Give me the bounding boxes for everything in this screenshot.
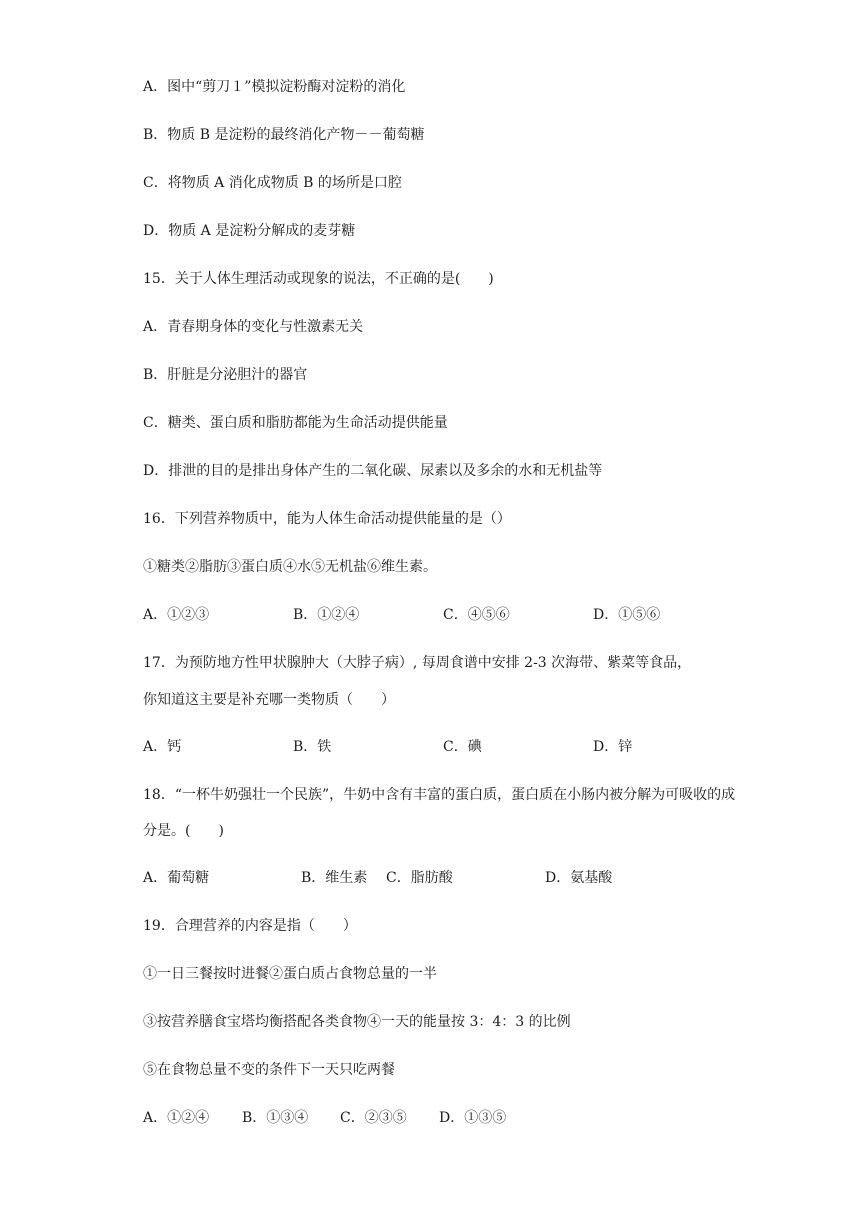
q17-stem-line2: 你知道这主要是补充哪一类物质（ ）: [143, 692, 395, 708]
q14-option-c: C．将物质 A 消化成物质 B 的场所是口腔: [143, 175, 402, 191]
q18-option-b: B．维生素: [301, 870, 368, 886]
q18-option-a: A．葡萄糖: [143, 870, 210, 886]
q19-option-a: A．①②④: [143, 1110, 210, 1126]
q15-option-a: A．青春期身体的变化与性激素无关: [143, 319, 364, 335]
q19-options: [143, 1108, 743, 1128]
q16-option-b: B．①②④: [293, 607, 360, 623]
q15-option-b: B．肝脏是分泌胆汁的器官: [143, 367, 308, 383]
q14-option-d: D．物质 A 是淀粉分解成的麦芽糖: [143, 223, 356, 239]
q16-items: ①糖类②脂肪③蛋白质④水⑤无机盐⑥维生素。: [143, 559, 437, 575]
q14-option-a: A．图中“剪刀１”模拟淀粉酶对淀粉的消化: [143, 79, 406, 95]
q16-stem: 16．下列营养物质中，能为人体生命活动提供能量的是（）: [143, 511, 511, 527]
q18-options: [143, 868, 743, 888]
q19-option-b: B．①③④: [242, 1110, 309, 1126]
q19-item-line1: ①一日三餐按时进餐②蛋白质占食物总量的一半: [143, 966, 437, 982]
q16-option-d: D．①⑤⑥: [593, 607, 661, 623]
q18-stem-line2: 分是。( ): [143, 823, 224, 839]
q18-option-d: D．氨基酸: [545, 870, 613, 886]
q16-option-a: A．①②③: [143, 607, 210, 623]
q17-option-c: C．碘: [443, 739, 482, 755]
q19-option-d: D．①③⑤: [439, 1110, 507, 1126]
q15-option-d: D．排泄的目的是排出身体产生的二氧化碳、尿素以及多余的水和无机盐等: [143, 463, 603, 479]
q14-option-b: B．物质 B 是淀粉的最终消化产物－－葡萄糖: [143, 127, 425, 143]
q17-option-a: A．钙: [143, 739, 182, 755]
q17-options: [143, 737, 743, 757]
q16-option-c: C．④⑤⑥: [443, 607, 510, 623]
q19-stem: 19．合理营养的内容是指（ ）: [143, 918, 357, 934]
q16-options: [143, 605, 743, 625]
q17-option-d: D．锌: [593, 739, 633, 755]
q15-option-c: C．糖类、蛋白质和脂肪都能为生命活动提供能量: [143, 415, 448, 431]
q19-item-line3: ⑤在食物总量不变的条件下一天只吃两餐: [143, 1062, 395, 1078]
q18-option-c: C．脂肪酸: [386, 870, 453, 886]
q17-option-b: B．铁: [293, 739, 332, 755]
q19-option-c: C．②③⑤: [340, 1110, 407, 1126]
q19-item-line2: ③按营养膳食宝塔均衡搭配各类食物④一天的能量按 3：4：3 的比例: [143, 1014, 571, 1030]
q17-stem-line1: 17．为预防地方性甲状腺肿大（大脖子病）, 每周食谱中安排 2-3 次海带、紫菜等食品，: [143, 655, 692, 671]
q18-stem-line1: 18．“一杯牛奶强壮一个民族”，牛奶中含有丰富的蛋白质，蛋白质在小肠内被分解为可吸收的成: [143, 787, 736, 803]
q15-stem: 15．关于人体生理活动或现象的说法，不正确的是( ): [143, 271, 494, 287]
